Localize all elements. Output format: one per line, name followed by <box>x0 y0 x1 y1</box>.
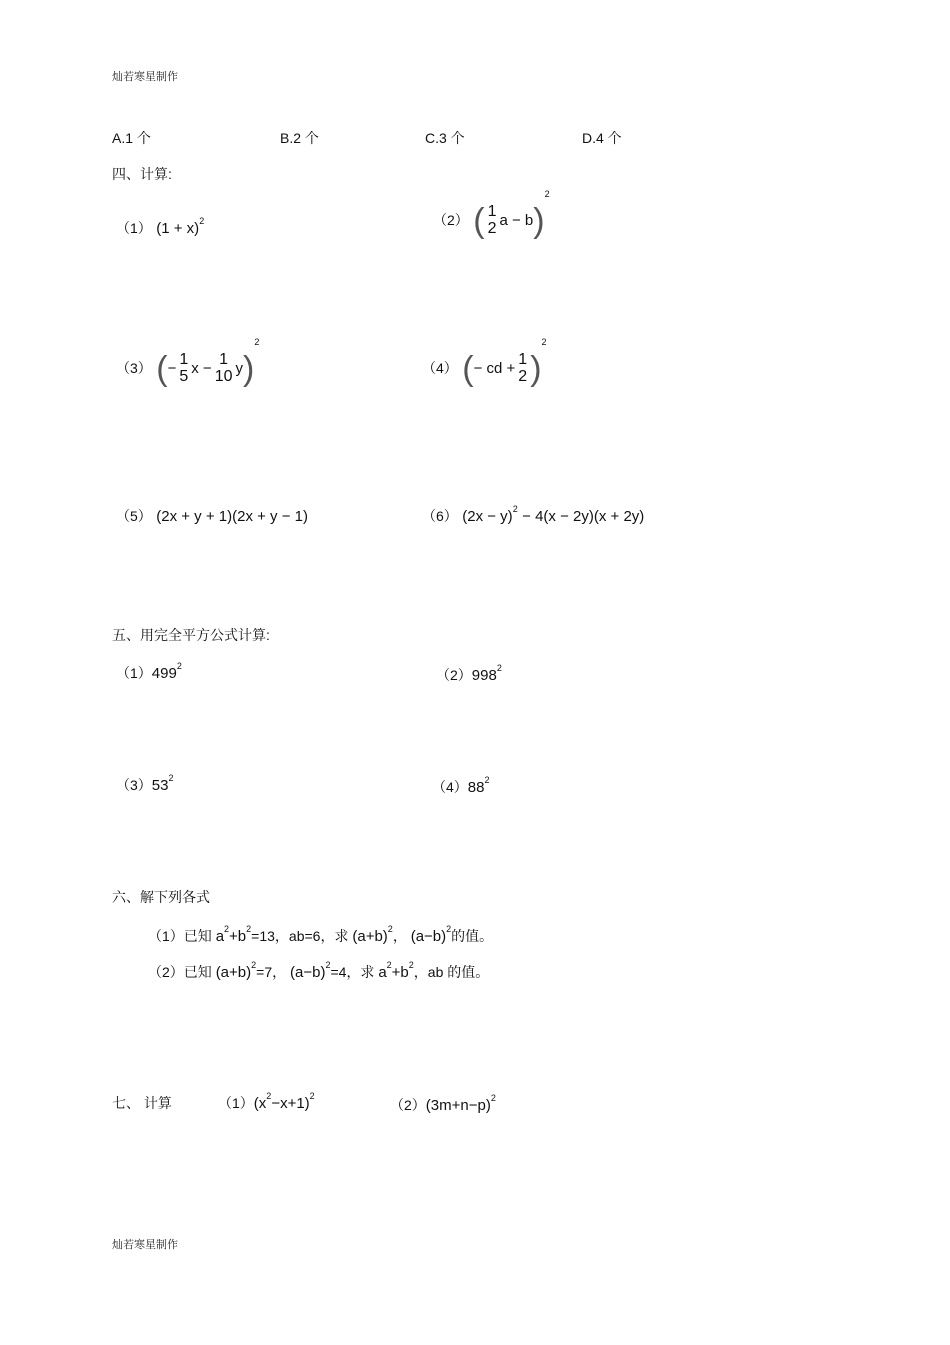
exponent: 2 <box>325 960 331 971</box>
section-4-title: 四、计算: <box>112 166 172 182</box>
text: 的值。 <box>451 928 494 944</box>
problem-7-2 <box>390 1092 496 1115</box>
math-expression: (x <box>253 1095 267 1112</box>
exponent: 2 <box>309 1090 315 1101</box>
exponent: 2 <box>541 336 547 347</box>
exponent: 2 <box>246 924 252 935</box>
choice-d: D.4 个 <box>582 130 622 146</box>
exponent: 2 <box>544 188 550 199</box>
problem-label: （4） <box>432 779 468 795</box>
section-5-title: 五、用完全平方公式计算: <box>112 627 270 643</box>
exponent: 2 <box>496 662 502 673</box>
math-expression: − 4(x − 2y)(x + 2y) <box>522 508 645 525</box>
math-expression: (a−b) <box>290 964 326 981</box>
math-expression: 53 <box>151 777 169 794</box>
denominator: 2 <box>487 220 497 237</box>
fraction <box>214 352 234 386</box>
minus-sign: − <box>167 360 177 378</box>
math-expression: (2x + y + 1)(2x + y − 1) <box>156 508 308 525</box>
problem-label: （2） <box>433 212 469 229</box>
exponent: 2 <box>251 960 257 971</box>
math-expression: (a+b) <box>352 928 388 945</box>
problem-5-3 <box>116 772 174 795</box>
exponent: 2 <box>199 215 205 226</box>
exponent: 2 <box>512 503 518 514</box>
choice-a: A.1 个 <box>112 130 151 146</box>
exponent: 2 <box>408 960 414 971</box>
fraction <box>178 352 189 386</box>
problem-label: （1）已知 <box>148 928 212 944</box>
problem-label: （2）已知 <box>148 964 212 980</box>
problem-4-1 <box>116 215 205 238</box>
exponent: 2 <box>484 774 490 785</box>
exponent: 2 <box>387 924 393 935</box>
problem-6-1 <box>148 926 493 946</box>
problem-5-4 <box>432 774 490 797</box>
text: ， <box>392 928 407 944</box>
problem-label: （5） <box>116 508 152 524</box>
header-watermark: 灿若寒星制作 <box>112 71 178 83</box>
choice-b: B.2 个 <box>280 130 319 146</box>
denominator: 10 <box>214 368 233 385</box>
problem-6-2 <box>148 962 489 982</box>
math-expression: 88 <box>467 779 485 796</box>
exponent: 2 <box>176 660 182 671</box>
problem-label: （6） <box>422 508 458 524</box>
exponent: 2 <box>386 960 392 971</box>
problem-label: （2） <box>436 667 472 683</box>
text: =13，ab=6，求 <box>251 928 349 944</box>
problem-4-6 <box>422 503 645 526</box>
math-expression: (1 + x) <box>156 220 200 237</box>
section-7-title: 七、 计算 <box>112 1095 172 1111</box>
math-expression: (2x − y) <box>462 508 513 525</box>
math-expression: +b <box>229 928 247 945</box>
numerator: 1 <box>179 351 189 369</box>
problem-label: （3） <box>116 360 152 377</box>
fraction <box>517 352 528 386</box>
numerator: 1 <box>219 351 229 369</box>
problem-4-4: （4） (− cd + 1 2 )$^2$ <box>422 336 547 388</box>
problem-5-2 <box>436 662 502 685</box>
denominator: 5 <box>179 368 189 385</box>
math-expression: 998 <box>471 667 497 684</box>
problem-label: （3） <box>116 777 152 793</box>
exponent: 2 <box>446 924 452 935</box>
math-expression: x − <box>191 360 212 378</box>
math-expression: (a+b) <box>215 964 252 981</box>
math-expression: +b <box>391 964 409 981</box>
exponent: 2 <box>168 772 174 783</box>
math-expression: (a−b) <box>410 928 447 945</box>
problem-7-1 <box>218 1090 315 1113</box>
math-expression: a <box>215 928 225 945</box>
text: =7， <box>256 964 287 980</box>
math-expression: −x+1) <box>271 1095 310 1112</box>
math-expression: (3m+n−p) <box>425 1097 491 1114</box>
math-expression: a − b <box>499 212 534 230</box>
exponent: 2 <box>224 924 230 935</box>
problem-label: （4） <box>422 360 458 377</box>
exponent: 2 <box>254 336 260 347</box>
math-expression: 499 <box>151 665 177 682</box>
problem-label: （2） <box>390 1097 426 1113</box>
problem-label: （1） <box>116 220 152 236</box>
numerator: 1 <box>487 203 497 221</box>
math-expression: a <box>378 964 387 981</box>
footer-watermark: 灿若寒星制作 <box>112 1239 178 1251</box>
numerator: 1 <box>518 351 528 369</box>
denominator: 2 <box>518 368 528 385</box>
text: =4，求 <box>330 964 375 980</box>
text: ，ab 的值。 <box>413 964 490 980</box>
problem-4-3: （3） (− 1 5 x − 1 10 y)$^2$ <box>116 336 260 388</box>
problem-label: （1） <box>116 665 152 681</box>
exponent: 2 <box>490 1092 496 1103</box>
choice-c: C.3 个 <box>425 130 465 146</box>
section-6-title: 六、解下列各式 <box>112 889 210 905</box>
math-expression: y <box>235 360 243 378</box>
problem-4-2: （2） ( 1 2 a − b)$^2$ <box>433 188 550 240</box>
problem-4-5 <box>116 506 308 526</box>
problem-label: （1） <box>218 1095 254 1111</box>
exponent: 2 <box>266 1090 272 1101</box>
math-expression: − cd + <box>473 360 516 378</box>
problem-5-1 <box>116 660 182 683</box>
fraction <box>487 204 498 238</box>
